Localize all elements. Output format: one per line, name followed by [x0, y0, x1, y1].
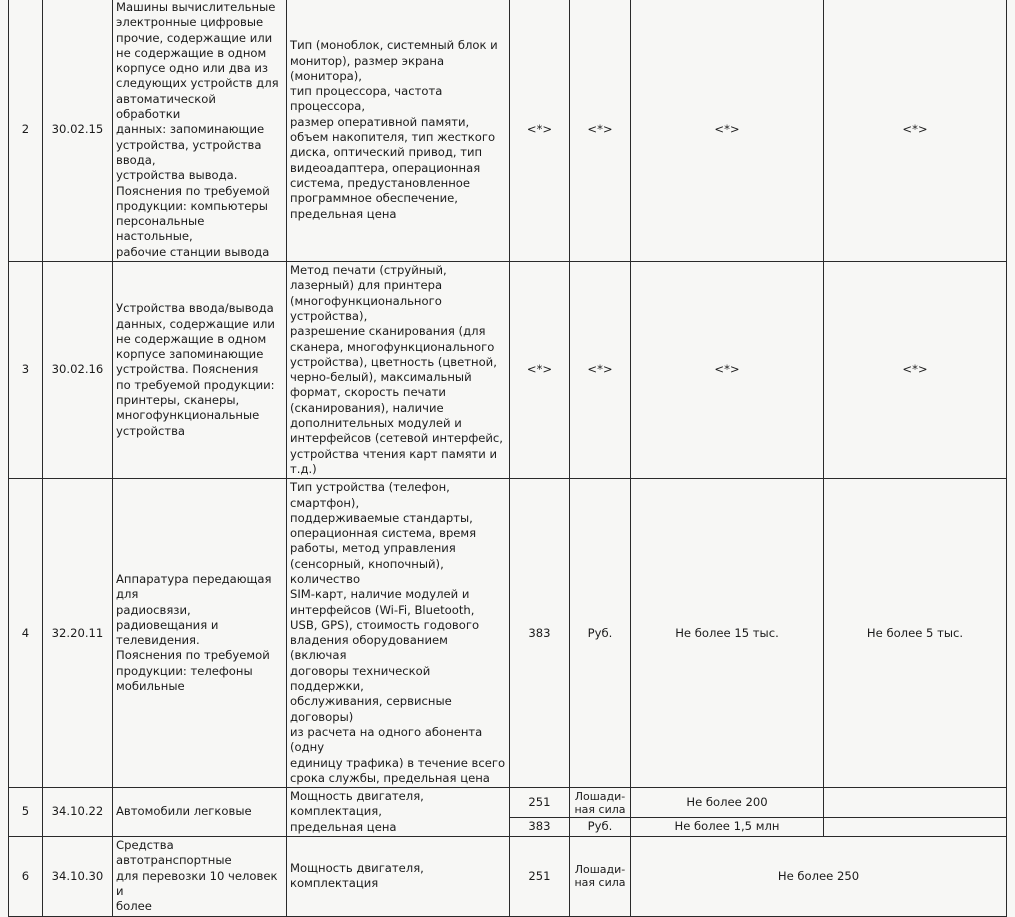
okei-code: <*> [510, 0, 570, 262]
unit-name: <*> [570, 0, 631, 262]
product-characteristics: Мощность двигателя, комплектация, предельная цена [287, 788, 510, 837]
okpd-code: 34.10.30 [43, 837, 113, 916]
okpd-code: 30.02.15 [43, 0, 113, 262]
requirements-table [8, 0, 1007, 917]
okei-code: 251 [510, 788, 570, 818]
table-row [9, 479, 1007, 788]
value-column-1: Не более 200 [631, 788, 824, 818]
value-column-2 [824, 788, 1007, 818]
table-row [9, 0, 1007, 262]
product-name: Машины вычислительные электронные цифровые прочие, содержащие или не содержащие в одном корпусе одно или два из следующих устройств для автоматической обработки данных: запоминающие устройства, устройства ввода, устройства вывода. Пояснения по требуемой продукции: компьютеры персональные настольные, рабочие станции вывода [113, 0, 287, 262]
value-column-2: <*> [824, 262, 1007, 479]
value-column-2: Не более 5 тыс. [824, 479, 1007, 788]
product-name: Устройства ввода/вывода данных, содержащие или не содержащие в одном корпусе запоминающие устройства. Пояснения по требуемой продукции: принтеры, сканеры, многофункциональные устройства [113, 262, 287, 479]
okpd-code: 32.20.11 [43, 479, 113, 788]
unit-name: Руб. [570, 479, 631, 788]
value-column-1: <*> [631, 262, 824, 479]
okpd-code: 34.10.22 [43, 788, 113, 837]
unit-name: Руб. [570, 818, 631, 837]
okei-code: 383 [510, 479, 570, 788]
okei-code: 251 [510, 837, 570, 916]
value-column-2 [824, 818, 1007, 837]
product-name: Автомобили легковые [113, 788, 287, 837]
table-row [9, 262, 1007, 479]
product-name: Средства автотранспортные для перевозки 10 человек и более [113, 837, 287, 916]
product-characteristics: Тип (моноблок, системный блок и монитор), размер экрана (монитора), тип процессора, частота процессора, размер оперативной памяти, объем накопителя, тип жесткого диска, оптический привод, тип видеоадаптера, операционная система, предустановленное программное обеспечение, предельная цена [287, 0, 510, 262]
row-number: 5 [9, 788, 43, 837]
row-number: 6 [9, 837, 43, 916]
unit-name: Лошади- ная сила [570, 788, 631, 818]
row-number: 2 [9, 0, 43, 262]
okpd-code: 30.02.16 [43, 262, 113, 479]
value-merged: Не более 250 [631, 837, 1007, 916]
row-number: 3 [9, 262, 43, 479]
okei-code: <*> [510, 262, 570, 479]
product-characteristics: Метод печати (струйный, лазерный) для принтера (многофункционального устройства), разрешение сканирования (для сканера, многофункционального устройства), цветность (цветной, черно-белый), максимальный формат, скорость печати (сканирования), наличие дополнительных модулей и интерфейсов (сетевой интерфейс, устройства чтения карт памяти и т.д.) [287, 262, 510, 479]
table-row [9, 837, 1007, 916]
product-characteristics: Тип устройства (телефон, смартфон), поддерживаемые стандарты, операционная система, время работы, метод управления (сенсорный, кнопочный), количество SIM-карт, наличие модулей и интерфейсов (Wi-Fi, Bluetooth, USB, GPS), стоимость годового владения оборудованием (включая договоры технической поддержки, обслуживания, сервисные договоры) из расчета на одного абонента (одну единицу трафика) в течение всего срока службы, предельная цена [287, 479, 510, 788]
product-name: Аппаратура передающая для радиосвязи, радиовещания и телевидения. Пояснения по требуемой продукции: телефоны мобильные [113, 479, 287, 788]
value-column-1: Не более 1,5 млн [631, 818, 824, 837]
unit-name: Лошади- ная сила [570, 837, 631, 916]
value-column-1: Не более 15 тыс. [631, 479, 824, 788]
value-column-1: <*> [631, 0, 824, 262]
table-row [9, 788, 1007, 818]
value-column-2: <*> [824, 0, 1007, 262]
okei-code: 383 [510, 818, 570, 837]
unit-name: <*> [570, 262, 631, 479]
product-characteristics: Мощность двигателя, комплектация [287, 837, 510, 916]
row-number: 4 [9, 479, 43, 788]
